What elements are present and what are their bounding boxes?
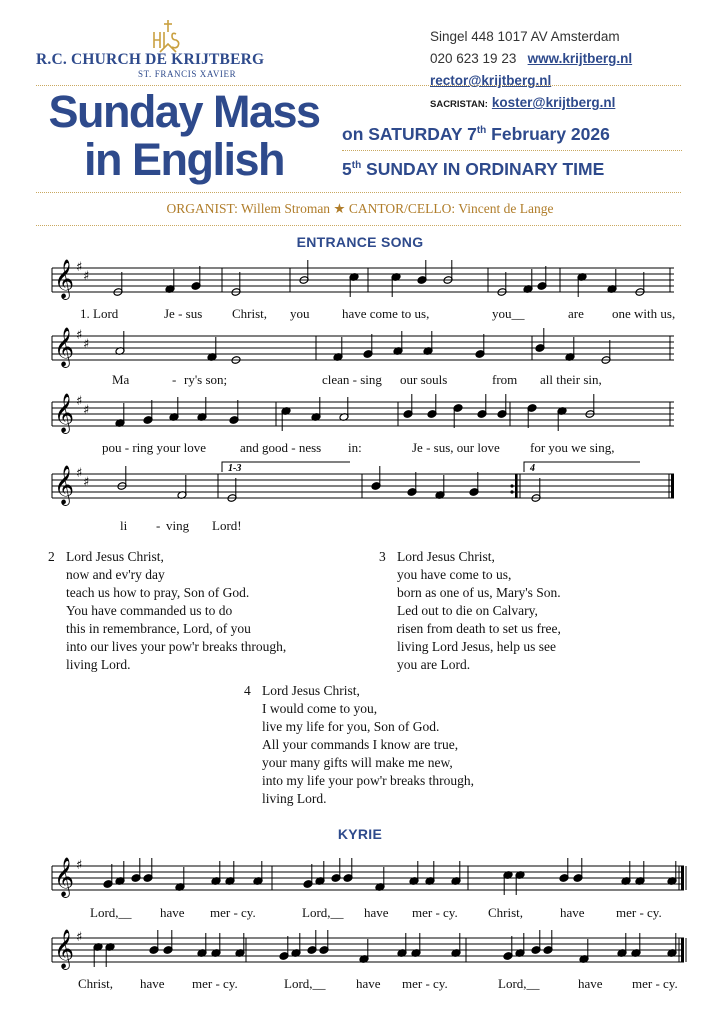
title-line-1: Sunday Mass	[48, 86, 320, 137]
lyric-word: mer - cy.	[210, 905, 256, 920]
lyric-word: our souls	[400, 372, 448, 387]
lyric-word: Lord,__	[498, 976, 540, 991]
rector-email-link[interactable]: rector@krijtberg.nl	[430, 73, 552, 88]
lyric-word: ving	[166, 518, 190, 533]
sharp-icon: ♯	[76, 328, 83, 343]
divider	[36, 225, 681, 226]
phone: 020 623 19 23	[430, 51, 517, 66]
sharp-icon: ♯	[83, 403, 90, 418]
lyric-word: mer - cy.	[412, 905, 458, 920]
lyric-word: ry's son;	[184, 372, 228, 387]
entrance-staff-4	[50, 458, 680, 520]
lyric-word: have	[364, 905, 389, 920]
lyric-word: mer - cy.	[616, 905, 662, 920]
sharp-icon: ♯	[76, 394, 83, 409]
lyric-word: Christ,	[488, 905, 524, 920]
sacristan-label: SACRISTAN:	[430, 99, 488, 110]
kyrie-title: KYRIE	[337, 826, 383, 842]
divider	[36, 192, 681, 193]
lyric-word: all their sin,	[540, 372, 602, 387]
lyric-word: and good - ness	[240, 440, 322, 455]
sharp-icon: ♯	[76, 930, 83, 945]
lyric-word: clean - sing	[322, 372, 382, 387]
church-name: R.C. CHURCH DE KRIJTBERG	[36, 51, 265, 68]
sharp-icon: ♯	[83, 269, 90, 284]
page-title	[34, 88, 334, 184]
musicians-line: ORGANIST: Willem Stroman ★ CANTOR/CELLO: Vincent de Lange	[166, 201, 554, 216]
treble-clef-icon: 𝄞	[54, 465, 75, 505]
sharp-icon: ♯	[76, 466, 83, 481]
website-link[interactable]: www.krijtberg.nl	[527, 51, 633, 66]
divider	[342, 150, 682, 151]
lyric-word: Lord,__	[302, 905, 344, 920]
verse-3: 3 Lord Jesus Christ, you have come to us, born as one of us, Mary's Son. Led out to die on Calvary, risen from death to set us free, living Lord Jesus, help us see you are Lord.	[379, 549, 561, 672]
lyric-word: Christ,	[232, 306, 268, 321]
treble-clef-icon: 𝄞	[54, 259, 75, 299]
lyric-word: one with us,	[612, 306, 676, 321]
treble-clef-icon: 𝄞	[54, 929, 75, 969]
lyric-word: 1. Lord	[80, 306, 119, 321]
sharp-icon: ♯	[76, 260, 83, 275]
entrance-song-title: ENTRANCE SONG	[296, 234, 424, 250]
lyric-word: li	[120, 518, 128, 533]
lyric-word: have	[578, 976, 603, 991]
volta-1-label: 1-3	[228, 463, 242, 474]
treble-clef-icon: 𝄞	[54, 393, 75, 433]
lyric-word: have	[356, 976, 381, 991]
church-logo	[36, 18, 296, 80]
lyric-word: have	[560, 905, 585, 920]
lyric-word: in:	[348, 440, 362, 455]
sharp-icon: ♯	[76, 858, 83, 873]
verse-2: 2 Lord Jesus Christ, now and ev'ry day teach us how to pray, Son of God. You have commanded us to do this in remembrance, Lord, of you into our lives your pow'r breaks through, living Lord.	[48, 549, 287, 672]
church-subtitle: ST. FRANCIS XAVIER	[138, 69, 237, 79]
lyric-word: mer - cy.	[192, 976, 238, 991]
title-line-2: in English	[83, 134, 284, 185]
treble-clef-icon: 𝄞	[54, 857, 75, 897]
lyric-word: -	[172, 372, 177, 387]
lyric-word: have	[140, 976, 165, 991]
lyric-word: have	[160, 905, 185, 920]
lyric-word: Lord,__	[284, 976, 326, 991]
lyric-word: Je - sus	[164, 306, 203, 321]
lyric-word: you__	[492, 306, 525, 321]
lyric-word: Lord,__	[90, 905, 132, 920]
lyric-word: Je - sus, our love	[412, 440, 500, 455]
lyric-word: pou - ring your love	[102, 440, 206, 455]
sharp-icon: ♯	[83, 475, 90, 490]
verse-4: 4 Lord Jesus Christ, I would come to you, live my life for you, Son of God. All your commands I know are true, your many gifts will make me new, into my life your pow'r breaks through, living Lord.	[244, 683, 475, 806]
address: Singel 448 1017 AV Amsterdam	[430, 29, 620, 44]
lyric-word: have come to us,	[342, 306, 430, 321]
lyric-word: Lord!	[212, 518, 242, 533]
lyric-word: for you we sing,	[530, 440, 615, 455]
lyric-word: mer - cy.	[632, 976, 678, 991]
lyric-word: mer - cy.	[402, 976, 448, 991]
contact-block	[430, 26, 632, 116]
kyrie-staff-1	[50, 856, 690, 912]
lyric-word: are	[568, 306, 584, 321]
lyric-word: you	[290, 306, 310, 321]
liturgical-day: 5th SUNDAY IN ORDINARY TIME	[342, 159, 605, 179]
volta-2-label: 4	[530, 463, 535, 474]
lyric-word: Ma	[112, 372, 130, 387]
treble-clef-icon: 𝄞	[54, 327, 75, 367]
sacristan-email-link[interactable]: koster@krijtberg.nl	[491, 95, 616, 110]
date-line: on SATURDAY 7th February 2026	[342, 124, 610, 144]
sharp-icon: ♯	[83, 337, 90, 352]
lyric-word: from	[492, 372, 518, 387]
lyric-word: Christ,	[78, 976, 114, 991]
lyric-word: -	[156, 518, 161, 533]
